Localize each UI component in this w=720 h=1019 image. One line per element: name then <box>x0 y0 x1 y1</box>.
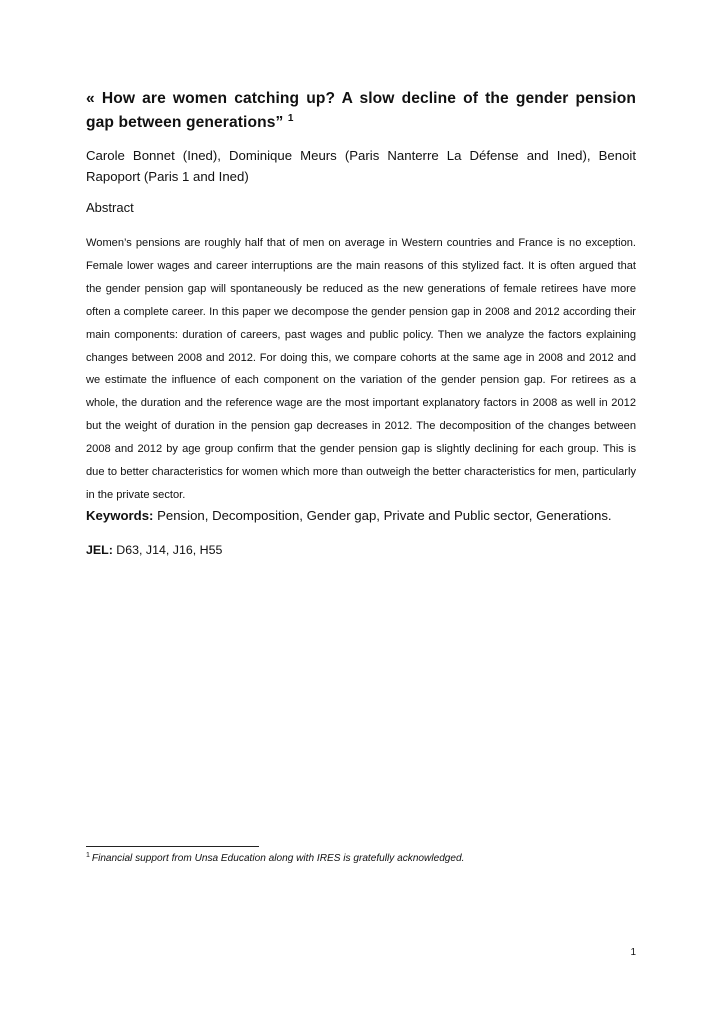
footnote-divider <box>86 846 259 847</box>
author-list: Carole Bonnet (Ined), Dominique Meurs (Paris Nanterre La Défense and Ined), Benoit Rapoport (Paris 1 and Ined) <box>86 148 636 184</box>
keywords-label: Keywords: <box>86 508 154 523</box>
keywords-line <box>86 506 646 526</box>
paper-title <box>86 87 636 135</box>
footnote-marker: 1 <box>86 851 90 859</box>
jel-codes: D63, J14, J16, H55 <box>112 543 223 557</box>
jel-line <box>86 540 222 560</box>
keywords-text: Pension, Decomposition, Gender gap, Private and Public sector, Generations. <box>153 508 612 523</box>
paper-title-text: « How are women catching up? A slow decline of the gender pension gap between generations” <box>86 90 636 131</box>
abstract-heading: Abstract <box>86 200 134 215</box>
title-footnote-marker: 1 <box>287 112 294 124</box>
jel-label: JEL: <box>86 543 113 557</box>
footnote-text: Financial support from Unsa Education along with IRES is gratefully acknowledged. <box>91 853 465 864</box>
footnote <box>86 852 646 866</box>
abstract-text: Women’s pensions are roughly half that of men on average in Western countries and France is no exception. Female lower wages and career interruptions are the main reasons of this stylized fact. It is often argued that the gender pension gap will spontaneously be reduced as the new generations of female retirees have more often a complete career. In this paper we decompose the gender pension gap in 2008 and 2012 according their main components: duration of careers, past wages and public policy. Then we analyze the factors explaining changes between 2008 and 2012. For doing this, we compare cohorts at the same age in 2008 and 2012 and we estimate the influence of each component on the variation of the gender pension gap. For retirees as a whole, the duration and the reference wage are the most important explanatory factors in 2008 as well in 2012 but the weight of duration in the pension gap decreases in 2012. The decomposition of the changes between 2008 and 2012 by age group confirm that the gender pension gap is slightly declining for each group. This is due to better characteristics for women which more than outweigh the better characteristics for men, particularly in the private sector. <box>86 237 636 501</box>
page-number: 1 <box>630 947 636 958</box>
